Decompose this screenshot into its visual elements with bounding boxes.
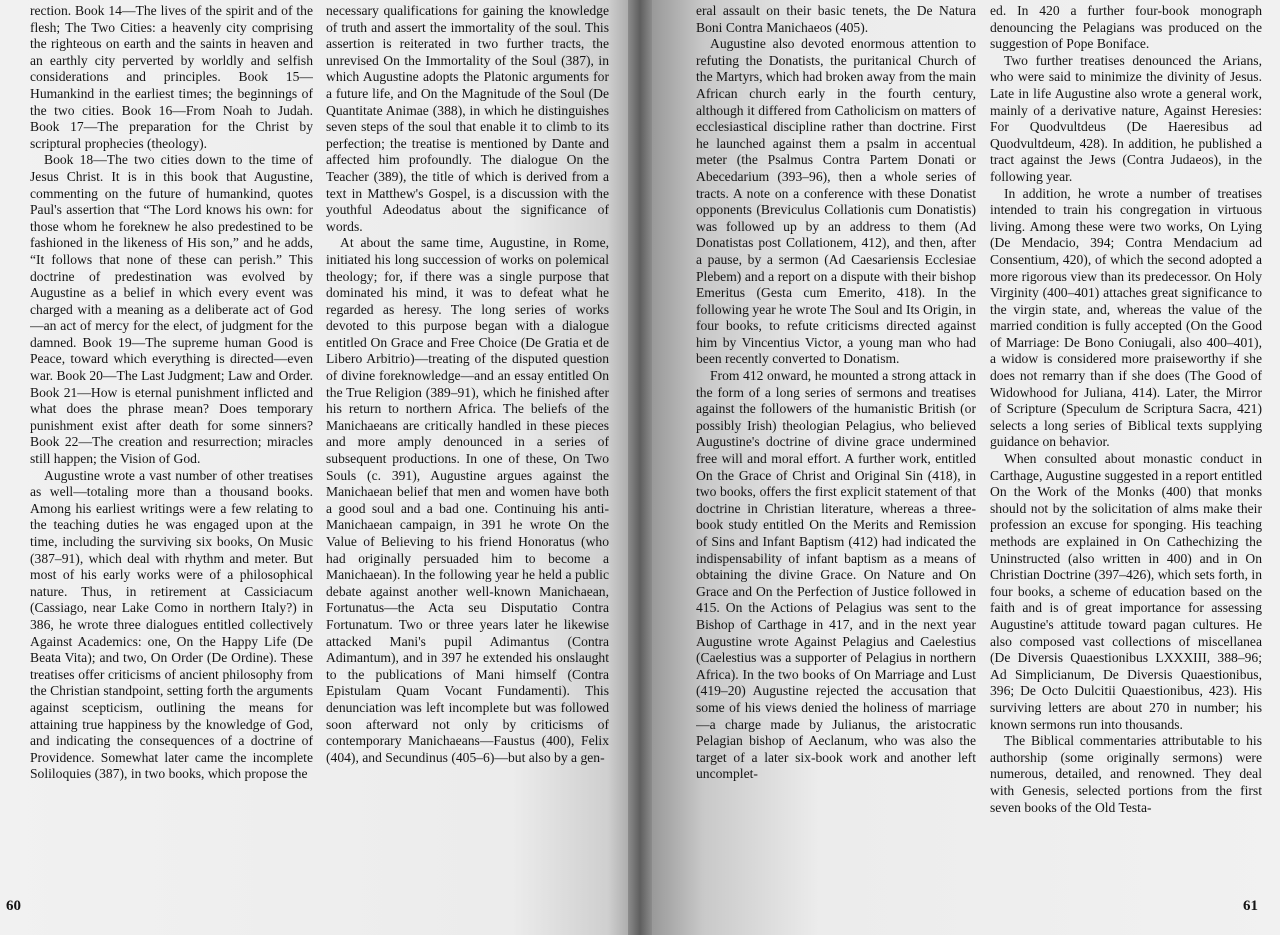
paragraph: The Biblical commentaries attributable to his authorship (some originally sermons) were numerous, detailed, and renowned. They deal with Genesis, selected portions from the first seven books of the Old Testa-: [990, 733, 1262, 815]
right-page-column-1: [696, 3, 976, 888]
paragraph: Book 18—The two cities down to the time of Jesus Christ. It is in this book that Augustine, commenting on the future of humankind, quotes Paul's assertion that “The Lord knows his own: for those whom he foreknew he also predestined to be fashioned in the likeness of His son,” and he adds, “It follows that none of these can perish.” This doctrine of predestination was evolved by Augustine as a belief in which every event was charged with a meaning as a deliberate act of God—an act of mercy for the elect, of judgment for the damned. Book 19—The supreme human Good is Peace, toward which everything is directed—even war. Book 20—The Last Judgment; Law and Order. Book 21—How is eternal punishment inflicted and what does the phrase mean? Does temporary punishment exist after death for some sinners? Book 22—The creation and resurrection; miracles still happen; the Vision of God.: [30, 152, 313, 467]
page-number: 60: [6, 898, 21, 914]
paragraph: In addition, he wrote a number of treatises intended to train his congregation in virtuous living. Among these were two works, On Lying (De Mendacio, 394; Contra Mendacium ad Consentium, 420), of which the second adopted a more rigorous view than its predecessor. On Holy Virginity (400–401) attaches great significance to the virgin state, and, whereas the value of the married condition is fully accepted (On the Good of Marriage: De Bono Coniugali, also 400–401), a widow is considered more praiseworthy if she does not remarry than if she does (The Good of Widowhood for Juliana, 414). Later, the Mirror of Scripture (Speculum de Scriptura Sacra, 421) selects a long series of Biblical texts supplying guidance on behavior.: [990, 185, 1262, 450]
page-number: 61: [1243, 898, 1258, 914]
paragraph: Augustine also devoted enormous attention to refuting the Donatists, the puritanical Church of the Martyrs, which had broken away from the main African church early in the fourth century, although it differed from Catholicism on matters of ecclesiastical discipline rather than doctrine. First he launched against them a psalm in accentual meter (the Psalmus Contra Partem Donati or Abecedarium (393–96), then a whole series of tracts. A note on a conference with these Donatist opponents (Breviculus Collationis cum Donatistis) was followed up by an address to them (Ad Donatistas post Collationem, 412), and then, after a pause, by a sermon (Ad Caesariensis Ecclesiae Plebem) and a report on a dispute with their bishop Emeritus (Gesta cum Emerito, 418). In the following year he wrote The Soul and Its Origin, in four books, to refute criticisms directed against him by Vincentius Victor, a young man who had been recently converted to Donatism.: [696, 36, 976, 367]
paragraph: When consulted about monastic conduct in Carthage, Augustine suggested in a report entitled On the Work of the Monks (400) that monks should not by the solicitation of alms make their profession an excuse for sponging. His teaching methods are explained in On Cathechizing the Uninstructed (also written in 400) and in On Christian Doctrine (397–426), which sets forth, in four books, a scheme of education based on the faith and is of great importance for assessing Augustine's attitude toward pagan cultures. He also composed vast collections of miscellanea (De Diversis Quaestionibus LXXXIII, 388–96; Ad Simplicianum, De Diversis Quaestionibus, 396; De Octo Dulcitii Quaestionibus, 423). His surviving letters are about 270 in number; his known sermons run into thousands.: [990, 451, 1262, 732]
right-page: [640, 0, 1280, 935]
paragraph: From 412 onward, he mounted a strong attack in the form of a long series of sermons and treatises against the followers of the humanistic British (or possibly Irish) theologian Pelagius, who believed Augustine's doctrine of divine grace undermined free will and moral effort. A further work, entitled On the Grace of Christ and Original Sin (418), in two books, offers the first explicit statement of that doctrine in Christian literature, whereas a three-book study entitled On the Merits and Remission of Sins and Infant Baptism (412) had indicated the indispensability of infant baptism as a means of obtaining the divine Grace. On Nature and On Grace and On the Perfection of Justice followed in 415. On the Actions of Pelagius was sent to the Bishop of Carthage in 417, and in the next year Augustine wrote Against Pelagius and Caelestius (Caelestius was a supporter of Pelagius in northern Africa). In the two books of On Marriage and Lust (419–20) Augustine rejected the accusation that some of his views denied the holiness of marriage—a charge made by Julianus, the aristocratic Pelagian bishop of Aeclanum, who was also the target of a later six-book work and another left uncomplet-: [696, 368, 976, 782]
left-page-column-2: [326, 3, 609, 888]
paragraph: Two further treatises denounced the Arians, who were said to minimize the divinity of Jesus. Late in life Augustine also wrote a general work, mainly of a derivative nature, Against Heresies: For Quodvultdeus (De Haeresibus ad Quodvultdeum, 428). In addition, he published a tract against the Jews (Contra Judaeos), in the following year.: [990, 52, 1262, 184]
right-page-column-2: [990, 3, 1262, 888]
paragraph: ed. In 420 a further four-book monograph denouncing the Pelagians was produced on the suggestion of Pope Boniface.: [990, 3, 1262, 52]
paragraph: At about the same time, Augustine, in Rome, initiated his long succession of works on polemical theology; for, if there was a single purpose that dominated his mind, it was to defeat what he regarded as heresy. The long series of works devoted to this purpose began with a dialogue entitled On Grace and Free Choice (De Gratia et de Libero Arbitrio)—treating of the disputed question of divine foreknowledge—and an essay entitled On the True Religion (389–91), which he finished after his return to northern Africa. The beliefs of the Manichaeans are critically handled in these pieces and more amply denounced in a series of subsequent productions. In one of these, On Two Souls (c. 391), Augustine argues against the Manichaean belief that men and women have both a good soul and a bad one. Continuing his anti-Manichaean campaign, in 391 he wrote On the Value of Believing to his friend Honoratus (who had originally persuaded him to become a Manichaean). In the following year he held a public debate against another well-known Manichaean, Fortunatus—the Acta seu Disputatio Contra Fortunatum. Two or three years later he likewise attacked Mani's pupil Adimantus (Contra Adimantum), and in 397 he extended his onslaught to the publications of Mani himself (Contra Epistulam Quam Vocant Fundamenti). This denunciation was left incomplete but was followed soon afterward not only by criticisms of contemporary Manichaeans—Faustus (400), Felix (404), and Secundinus (405–6)—but also by a gen-: [326, 235, 609, 765]
book-gutter: [628, 0, 652, 935]
left-page-column-1: [30, 3, 313, 888]
paragraph: Augustine wrote a vast number of other treatises as well—totaling more than a thousand books. Among his earliest writings were a few relating to the teaching duties he was engaged upon at the time, including the surviving six books, On Music (387–91), which deal with rhythm and meter. But most of his early works were of a philosophical nature. Thus, in retirement at Cassiciacum (Cassiago, near Lake Como in northern Italy?) in 386, he wrote three dialogues entitled collectively Against Academics: one, On the Happy Life (De Beata Vita); and two, On Order (De Ordine). These treatises offer criticisms of ancient philosophy from the Christian standpoint, setting forth the arguments against scepticism, outlining the means for attaining true happiness by the knowledge of God, and indicating the consequences of a doctrine of Providence. Somewhat later came the incomplete Soliloquies (387), in two books, which propose the: [30, 467, 313, 782]
paragraph: eral assault on their basic tenets, the De Natura Boni Contra Manichaeos (405).: [696, 3, 976, 35]
paragraph: rection. Book 14—The lives of the spirit and of the flesh; The Two Cities: a heavenly city comprising the righteous on earth and the saints in heaven and an earthly city perverted by worldly and selfish considerations and principles. Book 15—Humankind in the earliest times; the beginnings of the two cities. Book 16—From Noah to Judah. Book 17—The preparation for the Christ by scriptural prophecies (theology).: [30, 3, 313, 151]
paragraph: necessary qualifications for gaining the knowledge of truth and assert the immortality of the soul. This assertion is reiterated in two further tracts, the unrevised On the Immortality of the Soul (387), in which Augustine adopts the Platonic arguments for a future life, and On the Magnitude of the Soul (De Quantitate Animae (388), in which he distinguishes seven steps of the soul that enable it to climb to its perfection; the treatise is mentioned by Dante and affected him profoundly. The dialogue On the Teacher (389), the title of which is derived from a text in Matthew's Gospel, is a discussion with the youthful Adeodatus about the significance of words.: [326, 3, 609, 234]
